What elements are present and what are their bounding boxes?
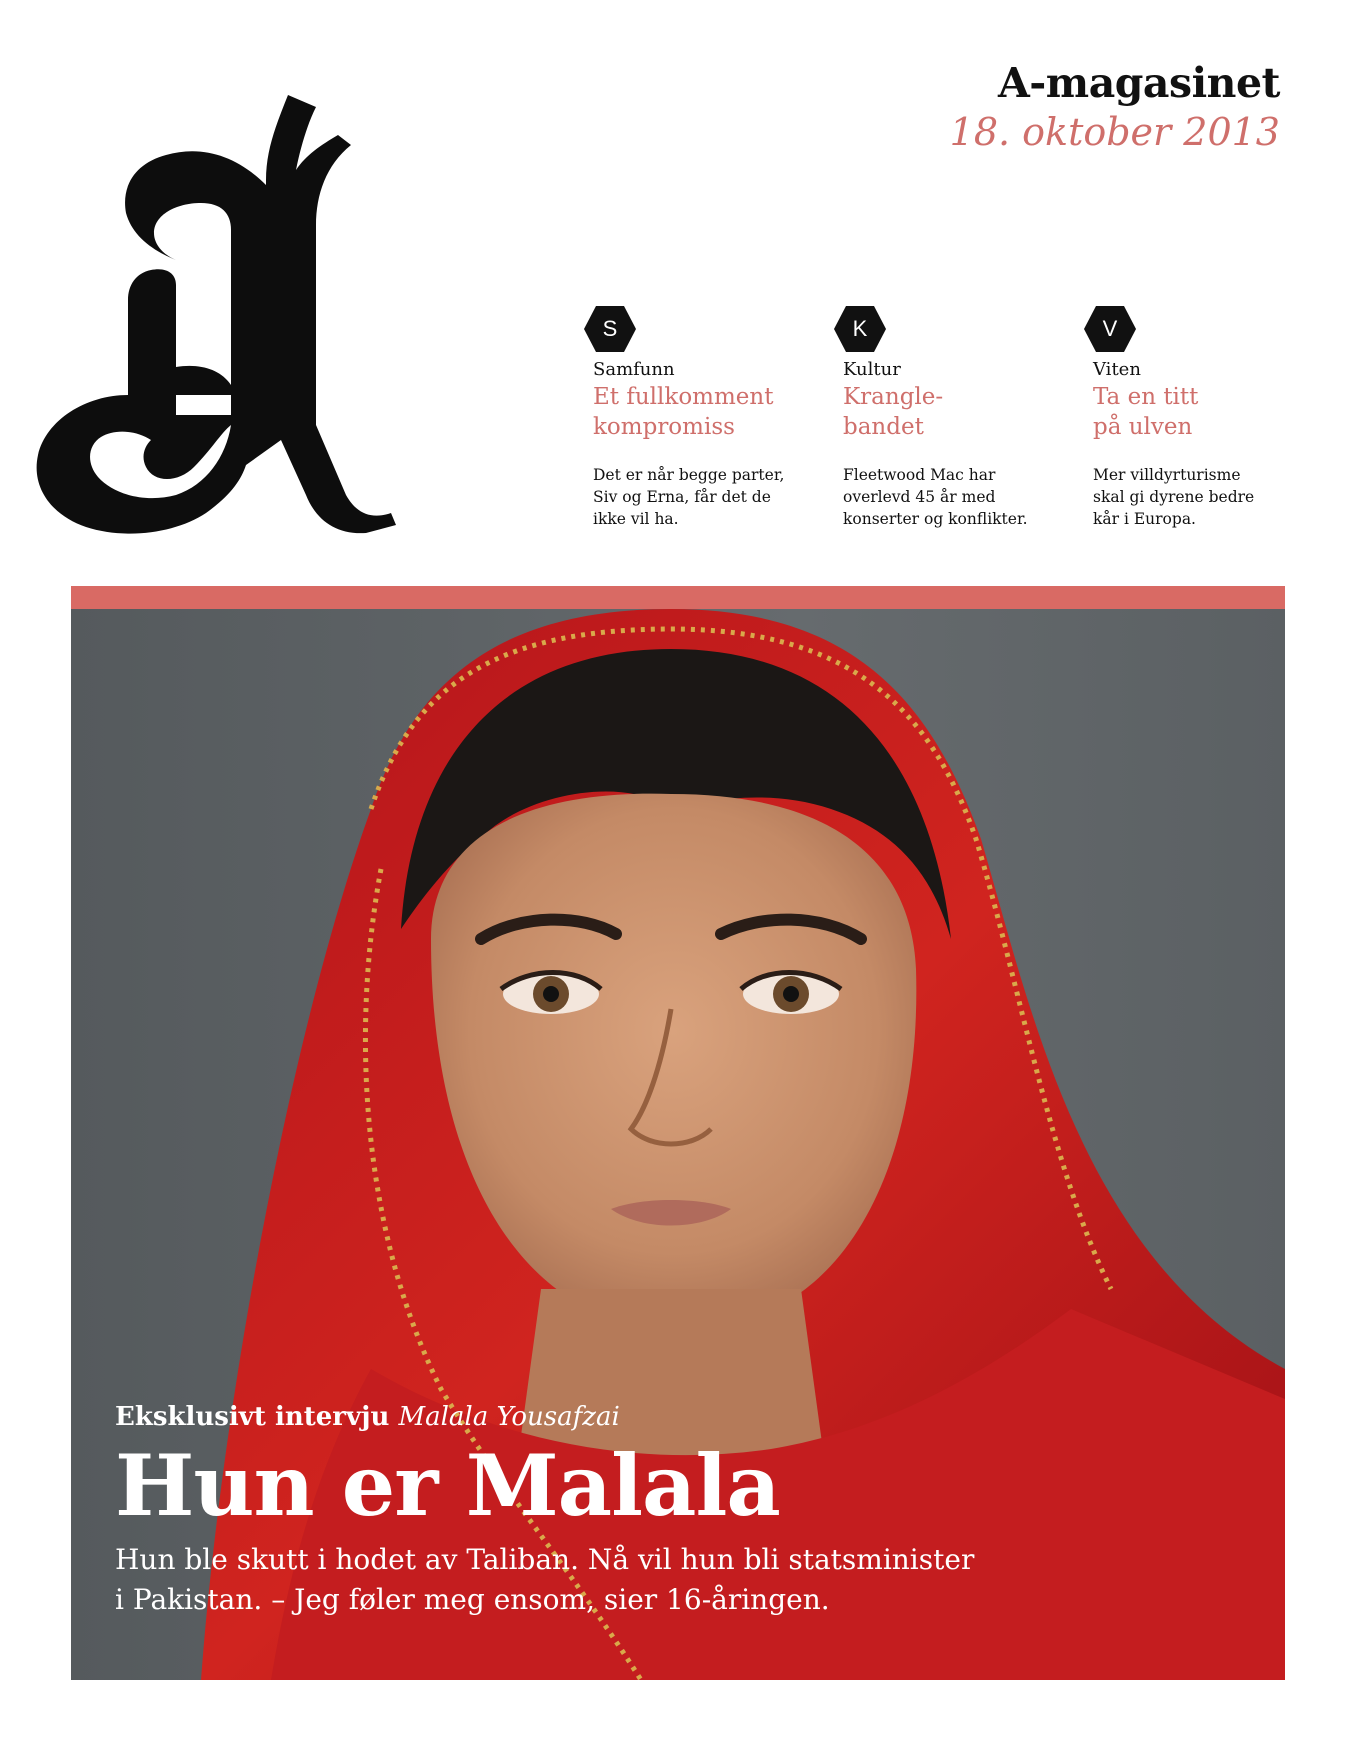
cover-story[interactable] [115, 1400, 1015, 1620]
section-label: Kultur [843, 359, 901, 380]
teaser-kultur[interactable] [833, 304, 1048, 530]
kicker-subject: Malala Yousafzai [398, 1402, 620, 1432]
masthead [950, 58, 1280, 156]
section-label: Viten [1093, 359, 1141, 380]
teaser-headline: Et fullkomment kompromiss [593, 384, 774, 440]
teaser-headline: Krangle- bandet [843, 384, 944, 440]
hexagon-badge-icon: K [833, 304, 887, 354]
cover-headline: Hun er Malala [115, 1436, 780, 1535]
teaser-samfunn[interactable] [583, 304, 798, 530]
hexagon-badge-icon: S [583, 304, 637, 354]
magazine-name: A-magasinet [997, 59, 1280, 107]
story-kicker [115, 1400, 1015, 1434]
teaser-headline: Ta en titt på ulven [1093, 384, 1199, 440]
accent-bar [71, 586, 1285, 609]
teaser-viten[interactable] [1083, 304, 1298, 530]
cover-dek: Hun ble skutt i hodet av Taliban. Nå vil hun bli statsminister i Pakistan. – Jeg føler meg ensom, sier 16-åringen. [115, 1543, 975, 1616]
issue-date: 18. oktober 2013 [949, 110, 1280, 154]
aftenposten-a-logo [26, 95, 406, 545]
hexagon-badge-icon: V [1083, 304, 1137, 354]
teaser-body: Mer villdyrturisme skal gi dyrene bedre kår i Europa. [1093, 466, 1255, 528]
teaser-body: Det er når begge parter, Siv og Erna, får det de ikke vil ha. [593, 466, 785, 528]
teaser-body: Fleetwood Mac har overlevd 45 år med konserter og konflikter. [843, 466, 1028, 528]
kicker-label: Eksklusivt intervju [115, 1402, 390, 1432]
section-label: Samfunn [593, 359, 675, 380]
